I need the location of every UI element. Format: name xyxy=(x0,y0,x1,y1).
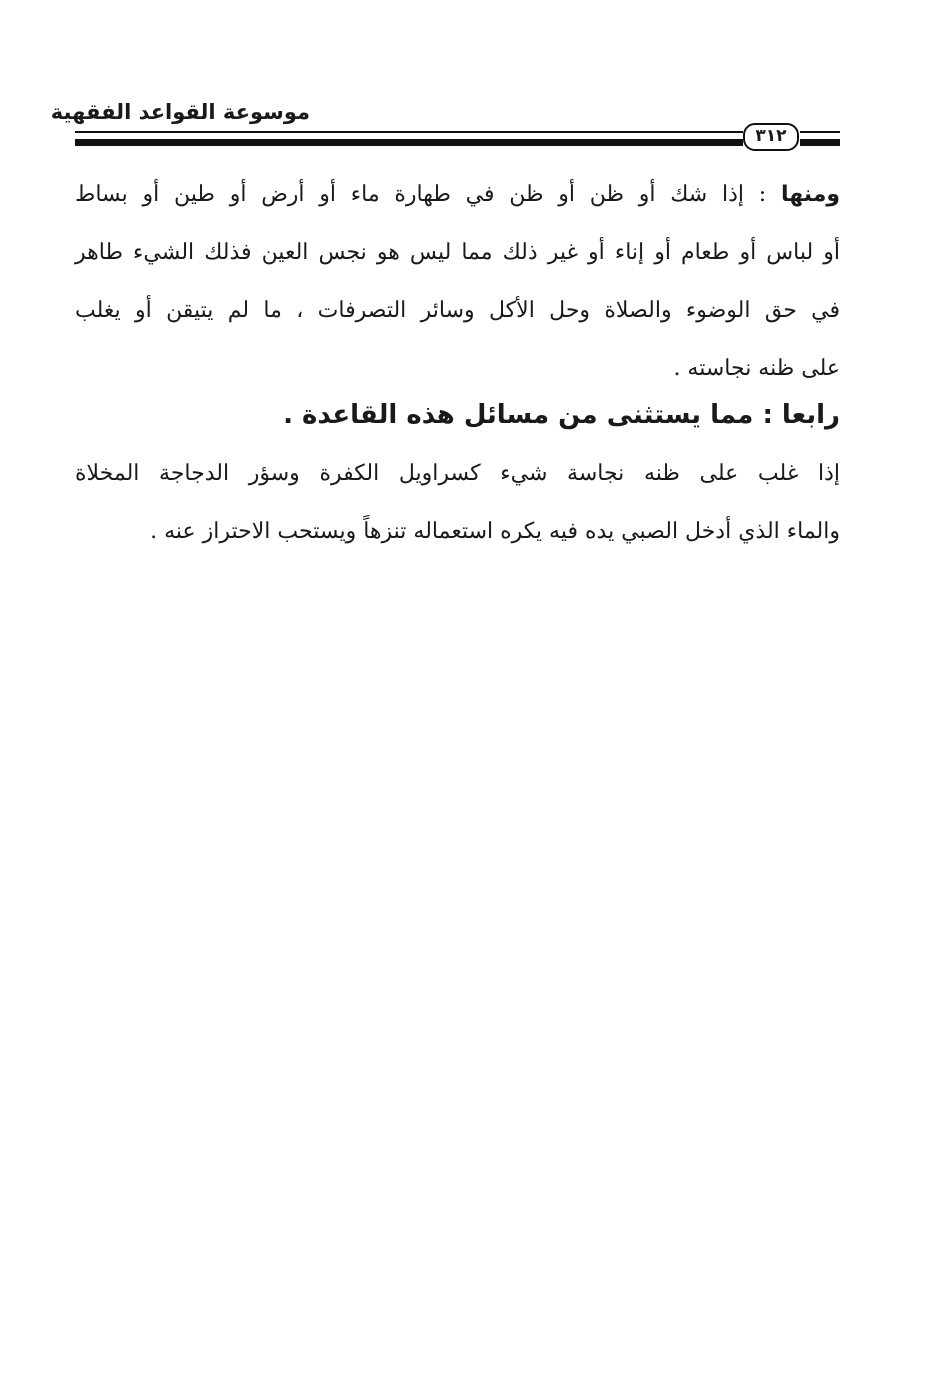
paragraph-2-line-1: إذا غلب على ظنه نجاسة شيء كسراويل الكفرة وسؤر الدجاجة المخلاة xyxy=(75,461,840,486)
header-rule-thin xyxy=(75,131,743,133)
paragraph-1-line-1-text: : إذا شك أو ظن أو ظن في طهارة ماء أو أرض أو طين أو بساط xyxy=(75,182,767,207)
paragraph-lead-word: ومنها xyxy=(780,182,841,207)
paragraph-1-line-2: أو لباس أو طعام أو إناء أو غير ذلك مما ليس هو نجس العين فذلك الشيء طاهر xyxy=(75,240,840,265)
running-header-title: موسوعة القواعد الفقهية xyxy=(50,100,310,124)
paragraph-1 xyxy=(75,166,840,398)
paragraph-2 xyxy=(75,445,840,561)
paragraph-1-line-4: على ظنه نجاسته . xyxy=(673,356,840,381)
header-rule-thick-right xyxy=(800,139,840,146)
header-rule-thick xyxy=(75,139,743,146)
paragraph-1-line-1 xyxy=(75,166,840,224)
header-rule-thin-right xyxy=(800,131,840,133)
paragraph-1-line-3: في حق الوضوء والصلاة وحل الأكل وسائر التصرفات ، ما لم يتيقن أو يغلب xyxy=(75,298,840,323)
paragraph-2-line-2: والماء الذي أدخل الصبي يده فيه يكره استعماله تنزهاً ويستحب الاحتراز عنه . xyxy=(150,519,840,544)
section-heading: رابعا : مما يستثنى من مسائل هذه القاعدة . xyxy=(283,400,840,430)
page-number-badge: ٣١٢ xyxy=(743,123,799,151)
